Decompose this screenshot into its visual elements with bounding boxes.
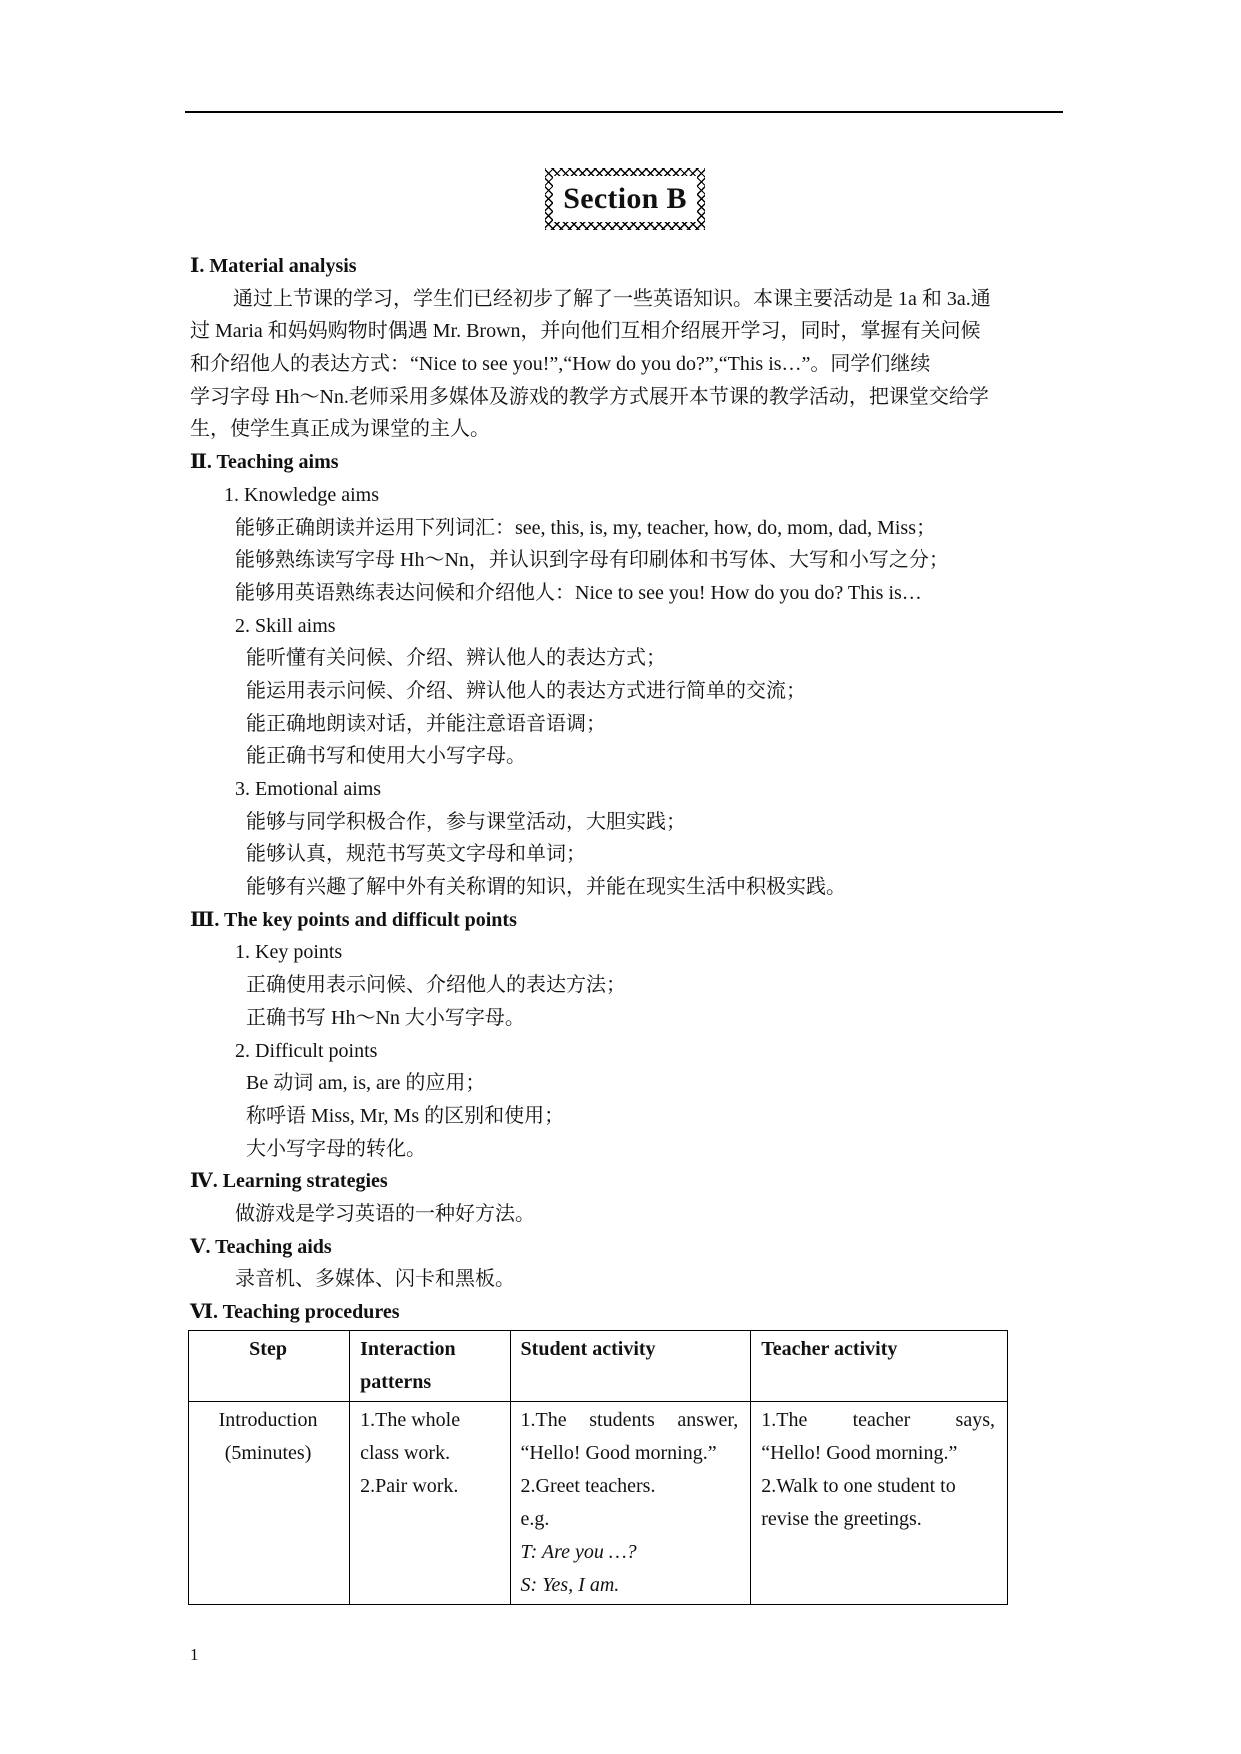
header-interaction-patterns: Interaction patterns [350,1331,510,1402]
material-line-5: 生，使学生真正成为课堂的主人。 [190,418,490,441]
key-point-1: 正确使用表示问候、介绍他人的表达方法； [246,974,626,997]
cell-step [189,1402,350,1605]
skill-aim-4: 能正确书写和使用大小写字母。 [246,745,526,768]
student-line-2: “Hello! Good morning.” [520,1442,717,1464]
difficult-point-2: 称呼语 Miss, Mr, Ms 的区别和使用； [246,1104,565,1127]
step-line-2: (5minutes) [224,1442,312,1464]
student-line-5: T: Are you …? [520,1541,637,1563]
header-student-activity: Student activity [510,1331,751,1402]
procedures-table [188,1330,1008,1605]
teaching-aids-text: 录音机、多媒体、闪卡和黑板。 [235,1268,515,1291]
skill-aims-title: 2. Skill aims [235,614,336,637]
header-step: Step [189,1331,350,1402]
cell-student-activity [510,1402,751,1605]
teacher-line-1: 1.The teacher says, [761,1409,995,1431]
skill-aim-3: 能正确地朗读对话，并能注意语音语调； [246,712,606,735]
learning-strategies-text: 做游戏是学习英语的一种好方法。 [235,1202,535,1225]
header-rule [185,111,1063,113]
key-point-2: 正确书写 Hh～Nn 大小写字母。 [246,1006,525,1029]
section-heading-strategies: Ⅳ. Learning strategies [190,1170,388,1193]
student-line-6: S: Yes, I am. [520,1574,620,1596]
knowledge-aims-title: 1. Knowledge aims [224,483,379,506]
pattern-line-2: class work. [360,1442,451,1464]
section-heading-key-points: Ⅲ. The key points and difficult points [190,908,517,931]
document-body [190,250,1070,1329]
difficult-point-3: 大小写字母的转化。 [246,1137,426,1160]
page-number: 1 [190,1645,199,1664]
emotional-aim-3: 能够有兴趣了解中外有关称谓的知识，并能在现实生活中积极实践。 [246,876,846,899]
material-line-4: 学习字母 Hh～Nn.老师采用多媒体及游戏的教学方式展开本节课的教学活动，把课堂交给学 [190,385,989,408]
teacher-line-2: “Hello! Good morning.” [761,1442,958,1464]
cell-teacher-activity [751,1402,1008,1605]
material-line-3: 和介绍他人的表达方式：“Nice to see you!”,“How do you do?”,“This is…”。同学们继续 [190,353,931,376]
student-line-4: e.g. [520,1508,550,1530]
knowledge-aim-2: 能够熟练读写字母 Hh～Nn，并认识到字母有印刷体和书写体、大写和小写之分； [235,549,949,572]
section-heading-aids: Ⅴ. Teaching aids [190,1235,332,1258]
section-heading-aims: Ⅱ. Teaching aims [190,451,339,474]
difficult-point-1: Be 动词 am, is, are 的应用； [246,1072,486,1095]
difficult-points-title: 2. Difficult points [235,1039,378,1062]
emotional-aim-2: 能够认真，规范书写英文字母和单词； [246,843,586,866]
knowledge-aim-3: 能够用英语熟练表达问候和介绍他人：Nice to see you! How do you do? This is… [235,581,922,604]
step-line-1: Introduction [218,1409,318,1431]
pattern-line-3: 2.Pair work. [360,1475,459,1497]
pattern-line-1: 1.The whole [360,1409,461,1431]
skill-aim-1: 能听懂有关问候、介绍、辨认他人的表达方式； [246,647,666,670]
emotional-aim-1: 能够与同学积极合作，参与课堂活动，大胆实践； [246,810,686,833]
section-heading-procedures: Ⅵ. Teaching procedures [190,1301,400,1323]
key-points-title: 1. Key points [235,941,343,964]
section-heading-material: Ⅰ. Material analysis [190,255,357,277]
teacher-line-3: 2.Walk to one student to [761,1475,956,1497]
header-teacher-activity: Teacher activity [751,1331,1008,1402]
material-line-1: 通过上节课的学习，学生们已经初步了解了一些英语知识。本课主要活动是 1a 和 3a.通 [233,287,991,310]
teacher-line-4: revise the greetings. [761,1508,922,1530]
table-row [189,1402,1008,1605]
table-header-row [189,1331,1008,1402]
student-line-3: 2.Greet teachers. [520,1475,656,1497]
material-line-2: 过 Maria 和妈妈购物时偶遇 Mr. Brown，并向他们互相介绍展开学习，同时，掌握有关问候 [190,320,981,343]
emotional-aims-title: 3. Emotional aims [235,778,382,800]
knowledge-aim-1: 能够正确朗读并运用下列词汇：see, this, is, my, teacher, how, do, mom, dad, Miss； [235,516,936,539]
page-title: Section B [553,176,697,222]
title-decorated-frame [545,168,705,230]
student-line-1: 1.The students answer, [520,1409,739,1431]
skill-aim-2: 能运用表示问候、介绍、辨认他人的表达方式进行简单的交流； [246,679,806,702]
cell-patterns [350,1402,510,1605]
